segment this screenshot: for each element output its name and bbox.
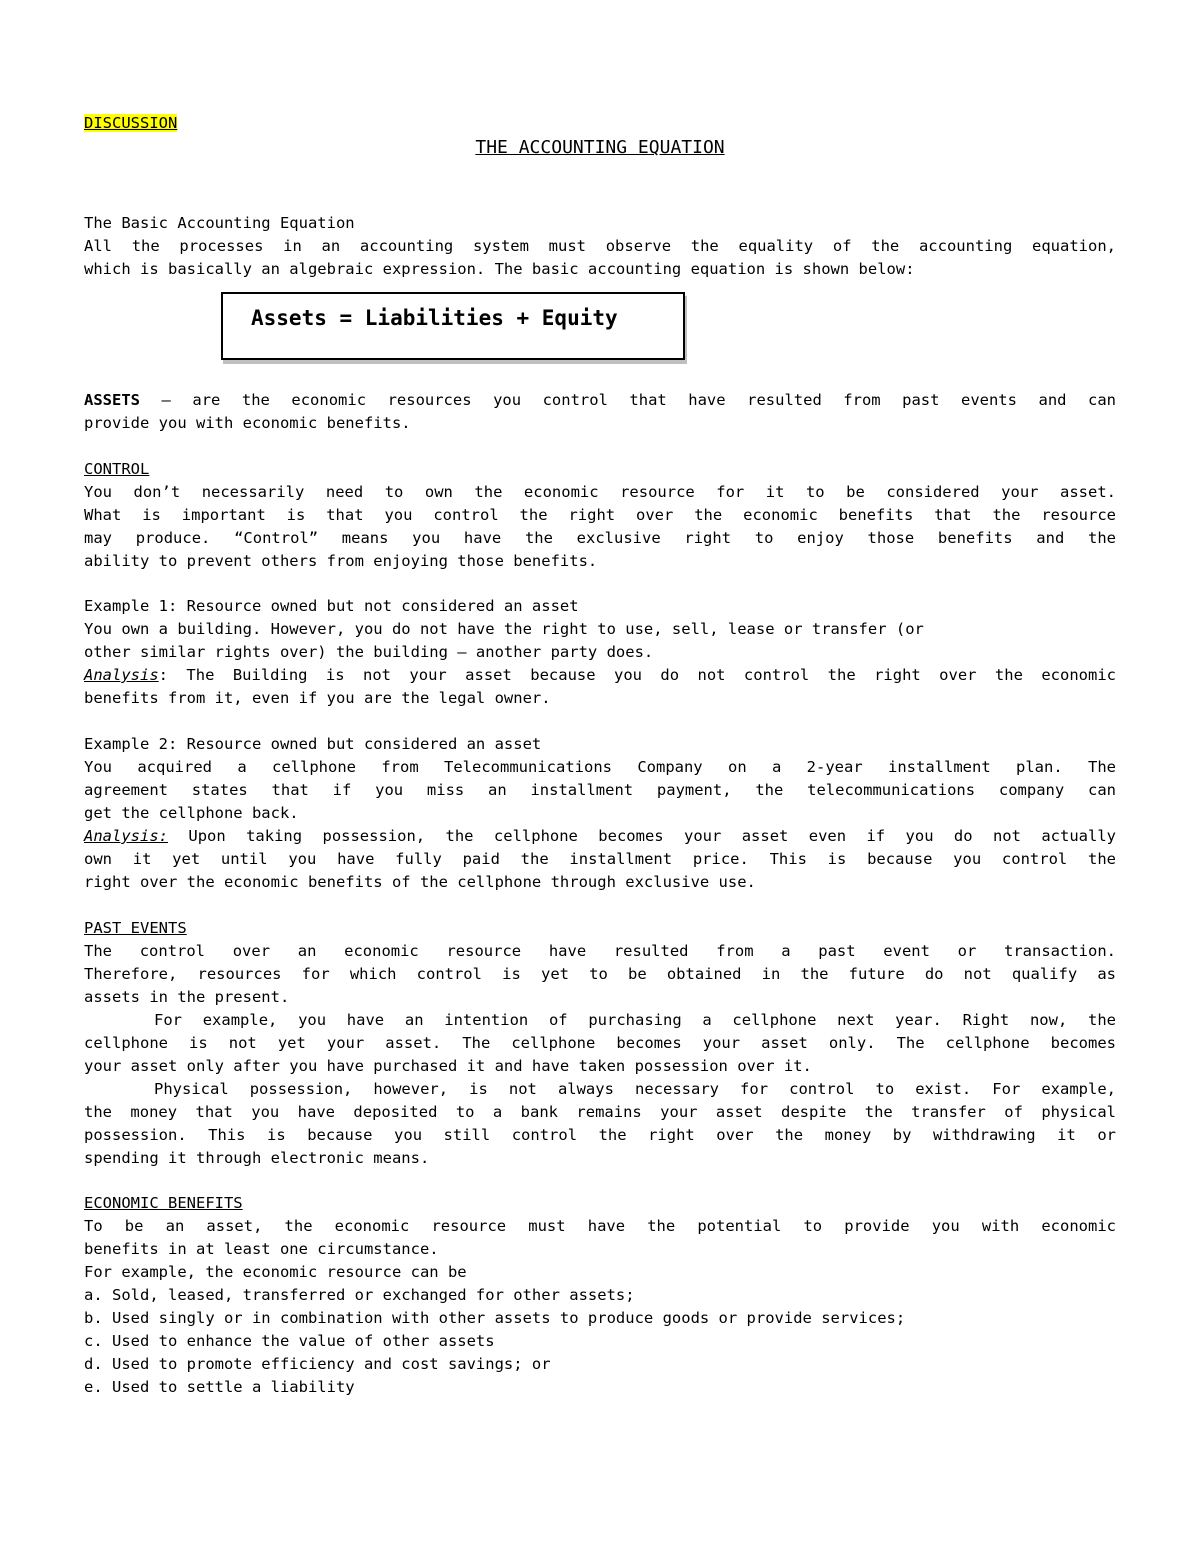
intro-heading: The Basic Accounting Equation — [84, 214, 355, 232]
past-events-line: Physical possession, however, is not always necessary for control to exist. For example, — [154, 1080, 1116, 1098]
analysis-label: Analysis: — [84, 827, 168, 845]
economic-benefits-line: For example, the economic resource can be — [84, 1263, 467, 1281]
assets-line: provide you with economic benefits. — [84, 414, 411, 432]
list-item: e. Used to settle a liability — [84, 1378, 355, 1396]
intro-line: All the processes in an accounting system must observe the equality of the accounting equation, — [84, 237, 1116, 255]
past-events-line: possession. This is because you still control the right over the money by withdrawing it or — [84, 1126, 1116, 1144]
example1-analysis-line: benefits from it, even if you are the legal owner. — [84, 689, 551, 707]
past-events-section — [84, 917, 1116, 1170]
intro-section — [84, 212, 1116, 281]
example2-analysis-line: right over the economic benefits of the cellphone through exclusive use. — [84, 873, 756, 891]
example1-heading: Example 1: Resource owned but not considered an asset — [84, 597, 579, 615]
list-item: b. Used singly or in combination with other assets to produce goods or provide services; — [84, 1309, 906, 1327]
example1-analysis-line — [84, 664, 1116, 687]
example1-line: You own a building. However, you do not have the right to use, sell, lease or transfer (or — [84, 620, 924, 638]
past-events-line: For example, you have an intention of purchasing a cellphone next year. Right now, the — [154, 1011, 1116, 1029]
intro-line: which is basically an algebraic expression. The basic accounting equation is shown below: — [84, 260, 915, 278]
example2-heading: Example 2: Resource owned but considered an asset — [84, 735, 542, 753]
economic-benefits-heading: ECONOMIC BENEFITS — [84, 1194, 243, 1212]
control-section — [84, 458, 1116, 573]
example2-line: agreement states that if you miss an installment payment, the telecommunications company can — [84, 781, 1116, 799]
assets-term: ASSETS — [84, 391, 140, 409]
assets-line — [84, 389, 1116, 412]
example2-analysis-line — [84, 825, 1116, 848]
analysis-label: Analysis — [84, 666, 159, 684]
economic-benefits-section — [84, 1192, 1116, 1399]
past-events-line: Therefore, resources for which control is yet to be obtained in the future do not qualify as — [84, 965, 1116, 983]
past-events-line: the money that you have deposited to a bank remains your asset despite the transfer of physical — [84, 1103, 1116, 1121]
assets-line-rest: – are the economic resources you control that have resulted from past events and can — [140, 391, 1116, 409]
control-line: You don’t necessarily need to own the economic resource for it to be considered your asset. — [84, 483, 1116, 501]
past-events-line: The control over an economic resource have resulted from a past event or transaction. — [84, 942, 1116, 960]
past-events-line: spending it through electronic means. — [84, 1149, 430, 1167]
economic-benefits-line: benefits in at least one circumstance. — [84, 1240, 439, 1258]
economic-benefits-line: To be an asset, the economic resource must have the potential to provide you with economic — [84, 1217, 1116, 1235]
page-title: THE ACCOUNTING EQUATION — [475, 137, 725, 158]
list-item: c. Used to enhance the value of other assets — [84, 1332, 495, 1350]
control-heading: CONTROL — [84, 460, 150, 478]
control-line: ability to prevent others from enjoying those benefits. — [84, 552, 598, 570]
example2-line: get the cellphone back. — [84, 804, 299, 822]
past-events-line: assets in the present. — [84, 988, 290, 1006]
equation-box — [221, 292, 685, 360]
past-events-heading: PAST EVENTS — [84, 919, 187, 937]
example2-line: You acquired a cellphone from Telecommunications Company on a 2-year installment plan. The — [84, 758, 1116, 776]
list-item: d. Used to promote efficiency and cost savings; or — [84, 1355, 551, 1373]
discussion-tag: DISCUSSION — [84, 114, 178, 132]
control-line: may produce. “Control” means you have the exclusive right to enjoy those benefits and the — [84, 529, 1116, 547]
control-line: What is important is that you control the right over the economic benefits that the resource — [84, 506, 1116, 524]
past-events-line: cellphone is not yet your asset. The cellphone becomes your asset only. The cellphone becomes — [84, 1034, 1116, 1052]
assets-definition — [84, 389, 1116, 435]
example2-section — [84, 733, 1116, 894]
analysis-text: : The Building is not your asset because you do not control the right over the economic — [158, 666, 1116, 684]
list-item: a. Sold, leased, transferred or exchanged for other assets; — [84, 1286, 635, 1304]
analysis-text: Upon taking possession, the cellphone becomes your asset even if you do not actually — [168, 827, 1116, 845]
discussion-tag-line — [84, 112, 1116, 135]
example2-analysis-line: own it yet until you have fully paid the installment price. This is because you control the — [84, 850, 1116, 868]
example1-section — [84, 595, 1116, 710]
example1-line: other similar rights over) the building – another party does. — [84, 643, 654, 661]
equation-text: Assets = Liabilities + Equity — [251, 306, 618, 330]
past-events-line: your asset only after you have purchased it and have taken possession over it. — [84, 1057, 812, 1075]
